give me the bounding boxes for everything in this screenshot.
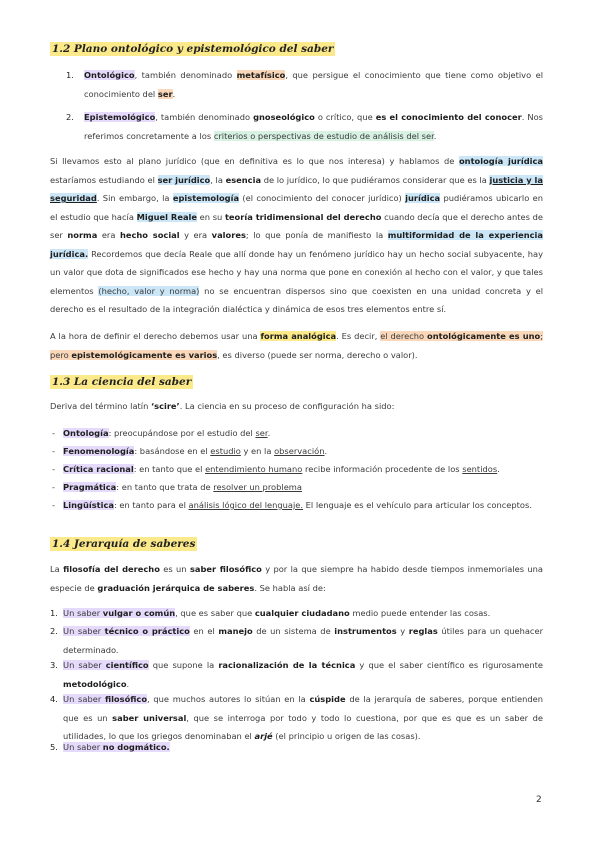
page-number: 2 [536, 795, 542, 805]
bullet-fenomenologia: Fenomenología: basándose en el estudio y en la observación. [63, 446, 328, 456]
list-item-saber-filosofico: Un saber filosófico, que muchos autores lo sitúan en la cúspide de la jerarquía de saberes, porque entienden que es un saber universal, que se interroga por todo y todo lo cuestiona, por que es que es un saber de utilidades, lo que los griegos denominaban el arjé (el principio u origen de las cosas). [63, 694, 543, 741]
bullet-critica-racional: Crítica racional: en tanto que el entendimiento humano recibe información procedente de los sentidos. [63, 464, 500, 474]
list-item-saber-vulgar: Un saber vulgar o común, que es saber que cualquier ciudadano medio puede entender las cosas. [63, 608, 491, 618]
list-number: 2. [66, 112, 74, 122]
list-item-saber-tecnico: Un saber técnico o práctico en el manejo de un sistema de instrumentos y reglas útiles para un quehacer determinado. [63, 626, 544, 655]
list-item-saber-no-dogmatico: Un saber no dogmático. [63, 742, 170, 752]
bullet-dash: - [52, 500, 55, 510]
list-number: 1. [50, 608, 58, 618]
list-number: 4. [50, 694, 58, 704]
paragraph-ontologia-juridica: Si llevamos esto al plano jurídico (que en definitiva es lo que nos interesa) y hablamos de ontología jurídica estaríamos estudiando el ser jurídico, la esencia de lo jurídico, lo que pudiéramos considerar que es la justicia y la seguridad. Sin embargo, la epistemología (el conocimiento del conocer jurídico) jurídica pudiéramos ubicarlo en el estudio que hacía Miguel Reale en su teoría tridimensional del derecho cuando decía que el derecho antes de ser norma era hecho social y era valores; lo que ponía de manifiesto la multiformidad de la experiencia jurídica. Recordemos que decía Reale que allí donde hay un fenómeno jurídico hay un hecho social subyacente, hay un valor que dota de significados ese hecho y hay una norma que pone en conexión al hecho con el valor, y que tales elementos (hecho, valor y norma) no se encuentran dispersos sino que coexisten en una unidad concreta y el derecho es el resultado de la integración dialéctica y dinámica de esos tres elementos entre sí. [50, 156, 544, 314]
bullet-linguistica: Lingüística: en tanto para el análisis lógico del lenguaje. El lenguaje es el vehículo para articular los conceptos. [63, 500, 532, 510]
list-item-epistemologico: Epistemológico, también denominado gnoseológico o crítico, que es el conocimiento del conocer. Nos referimos concretamente a los criterios o perspectivas de estudio de análisis del ser. [84, 112, 543, 141]
list-number: 5. [50, 742, 58, 752]
list-item-saber-cientifico: Un saber científico que supone la racionalización de la técnica y que el saber científico es rigurosamente metodológico. [63, 660, 544, 689]
bullet-dash: - [52, 446, 55, 456]
bullet-pragmatica: Pragmática: en tanto que trata de resolver un problema [63, 482, 302, 492]
bullet-ontologia: Ontología: preocupándose por el estudio del ser. [63, 428, 271, 438]
list-item-ontologico: Ontológico, también denominado metafísico, que persigue el conocimiento que tiene como objetivo el conocimiento del ser. [84, 70, 543, 99]
bullet-dash: - [52, 464, 55, 474]
bullet-dash: - [52, 428, 55, 438]
paragraph-scire: Deriva del término latín ‘scire’. La ciencia en su proceso de configuración ha sido: [50, 401, 395, 411]
paragraph-filosofia-derecho: La filosofía del derecho es un saber filosófico y por la que siempre ha habido desde tiempos inmemoriales una especie de graduación jerárquica de saberes. Se habla así de: [50, 564, 543, 593]
section-heading-1-4: 1.4 Jerarquía de saberes [52, 538, 196, 550]
section-heading-1-3: 1.3 La ciencia del saber [52, 376, 192, 388]
list-number: 1. [66, 70, 74, 80]
section-heading-1-2: 1.2 Plano ontológico y epistemológico del saber [52, 43, 334, 55]
list-number: 3. [50, 660, 58, 670]
paragraph-forma-analogica: A la hora de definir el derecho debemos usar una forma analógica. Es decir, el derecho ontológicamente es uno; pero epistemológicamente es varios, es diverso (puede ser norma, derecho o valor). [50, 331, 544, 360]
list-number: 2. [50, 626, 58, 636]
bullet-dash: - [52, 482, 55, 492]
